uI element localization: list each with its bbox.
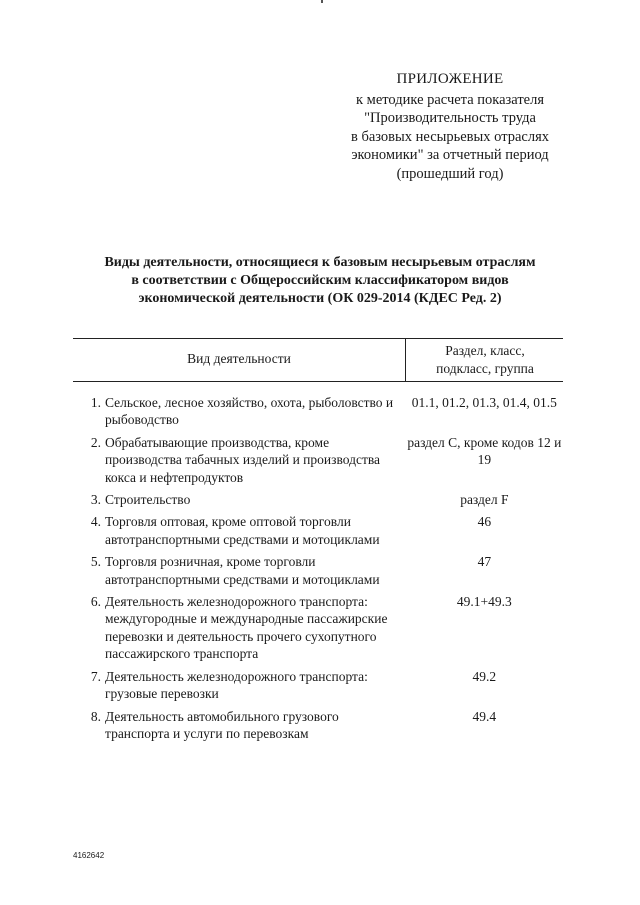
row-number: 7.	[90, 668, 101, 684]
table-row	[73, 708, 563, 743]
page-top-mark	[321, 0, 323, 3]
appendix-block	[330, 70, 570, 184]
appendix-title: ПРИЛОЖЕНИЕ	[396, 71, 504, 87]
row-code: 49.1+49.3	[456, 594, 512, 610]
row-activity: Деятельность железнодорожного транспорта: междугородные и международные пассажирские перевозки и деятельность прочего сухопутного пассажирского транспорта	[105, 594, 388, 662]
appendix-line: экономики" за отчетный период	[351, 147, 549, 164]
appendix-line: к методике расчета показателя	[355, 91, 544, 108]
appendix-line: в базовых несырьевых отраслях	[351, 128, 549, 145]
row-code: 49.2	[472, 668, 497, 684]
row-activity: Строительство	[105, 492, 191, 508]
row-code: 01.1, 01.2, 01.3, 01.4, 01.5	[411, 395, 557, 410]
document-id: 4162642	[73, 851, 105, 860]
row-activity: Торговля розничная, кроме торговли автотранспортными средствами и мотоциклами	[105, 554, 380, 587]
document-title-line: экономической деятельности (ОК 029-2014 (КДЕС Ред. 2)	[138, 291, 502, 306]
row-number: 3.	[90, 492, 101, 508]
row-activity: Сельское, лесное хозяйство, охота, рыболовство и рыбоводство	[105, 395, 394, 428]
row-code: 47	[477, 554, 492, 570]
table-row	[73, 491, 563, 508]
row-number: 4.	[90, 514, 101, 530]
table-row	[73, 513, 563, 548]
header-code-line: подкласс, группа	[436, 361, 534, 376]
row-number: 8.	[90, 708, 101, 724]
table-header	[73, 338, 563, 382]
document-title-line: в соответствии с Общероссийским классификатором видов	[131, 273, 509, 288]
table-body	[73, 394, 563, 747]
document-title-line: Виды деятельности, относящиеся к базовым несырьевым отраслям	[104, 255, 536, 270]
table-row	[73, 434, 563, 486]
table-row	[73, 394, 563, 429]
header-divider	[405, 339, 406, 381]
header-code	[407, 342, 563, 378]
row-number: 2.	[90, 434, 101, 450]
row-activity: Торговля оптовая, кроме оптовой торговли автотранспортными средствами и мотоциклами	[105, 514, 380, 547]
row-code: раздел F	[460, 492, 509, 508]
row-activity: Деятельность железнодорожного транспорта: грузовые перевозки	[105, 668, 368, 702]
header-code-line: Раздел, класс,	[445, 343, 525, 358]
table-row	[73, 593, 563, 663]
row-number: 5.	[90, 554, 101, 570]
row-number: 6.	[90, 594, 101, 610]
appendix-line: "Производительность труда	[364, 110, 536, 127]
row-activity: Обрабатывающие производства, кроме производства табачных изделий и производства кокса и нефтепродуктов	[105, 434, 381, 485]
table-row	[73, 553, 563, 588]
row-code: 49.4	[472, 708, 497, 724]
appendix-line: (прошедший год)	[396, 165, 504, 182]
document-title	[70, 254, 570, 308]
row-code: 46	[477, 514, 492, 530]
table-row	[73, 668, 563, 703]
row-number: 1.	[90, 395, 101, 410]
row-code: раздел C, кроме кодов 12 и 19	[407, 434, 562, 468]
row-activity: Деятельность автомобильного грузового транспорта и услуги по перевозкам	[105, 708, 339, 741]
header-activity: Вид деятельности	[187, 351, 291, 366]
activities-table	[73, 338, 563, 741]
